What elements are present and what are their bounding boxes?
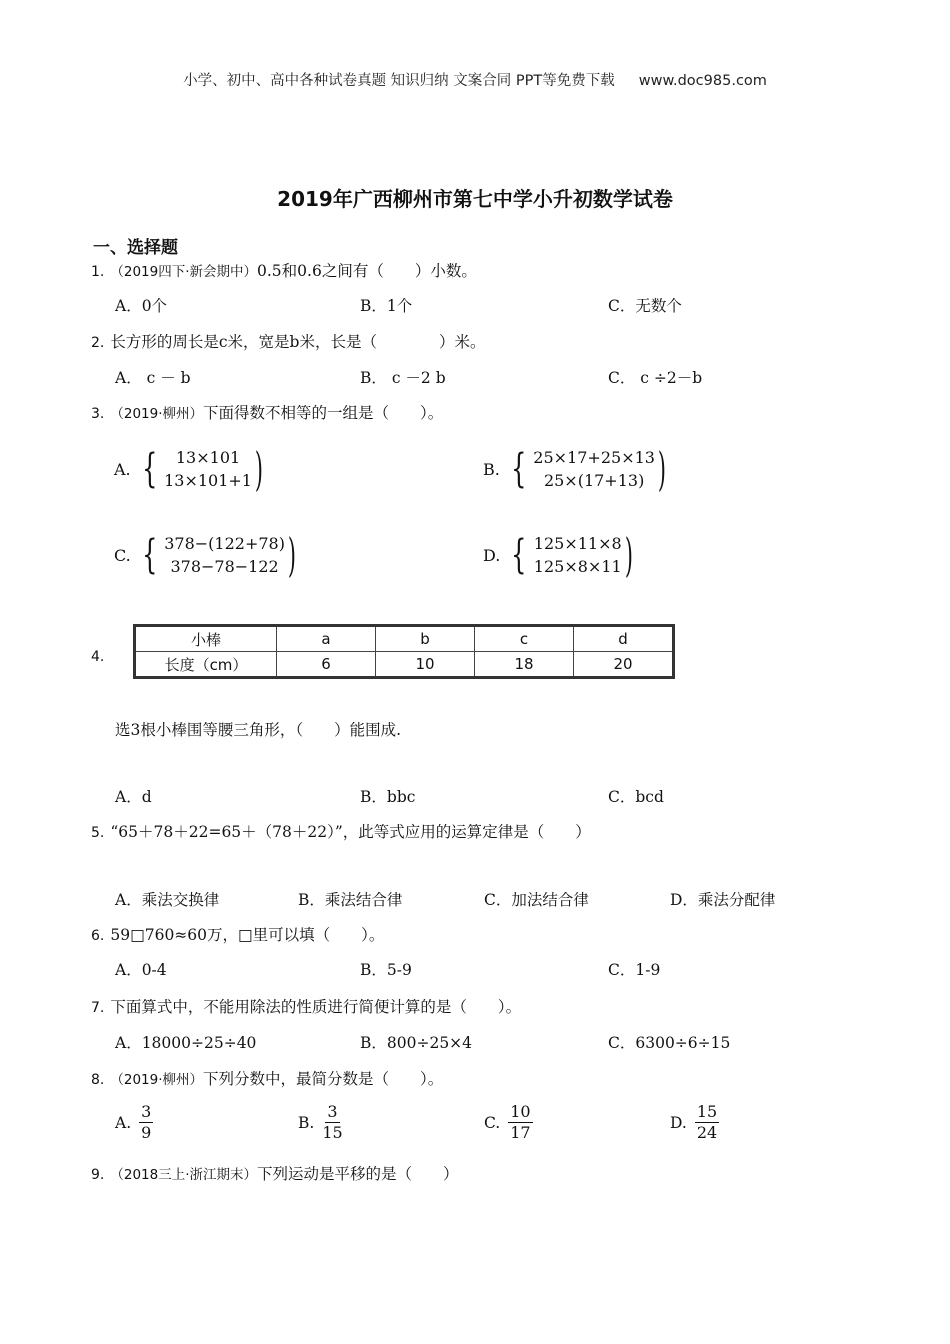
right-paren: ) bbox=[254, 442, 264, 496]
q7-option-b[interactable]: B．800÷25×4 bbox=[360, 1034, 473, 1052]
option-label: D. bbox=[483, 545, 501, 565]
expr-line-2: 25×(17+13) bbox=[543, 471, 645, 490]
question-6 bbox=[91, 923, 384, 945]
table-header-cell: a bbox=[277, 626, 376, 652]
numerator: 3 bbox=[327, 1102, 338, 1121]
right-paren: ) bbox=[624, 528, 633, 582]
question-number: 5. bbox=[91, 825, 105, 841]
question-text: 下列分数中，最简分数是（ ）。 bbox=[203, 1070, 444, 1088]
question-8 bbox=[91, 1067, 443, 1089]
expr-line-1: 25×17+25×13 bbox=[533, 448, 655, 467]
q8-option-b[interactable] bbox=[298, 1102, 343, 1143]
q6-option-b[interactable]: B．5-9 bbox=[360, 961, 412, 979]
table-cell: 10 bbox=[376, 652, 475, 678]
page-header bbox=[0, 69, 950, 90]
denominator: 15 bbox=[322, 1123, 343, 1142]
q1-option-b[interactable]: B．1个 bbox=[360, 297, 413, 315]
denominator: 17 bbox=[510, 1123, 531, 1142]
question-text: 0.5和0.6之间有（ ）小数。 bbox=[257, 262, 477, 280]
table-row bbox=[135, 626, 674, 652]
expr-line-2: 378−78−122 bbox=[170, 557, 279, 576]
question-number: 1. bbox=[91, 264, 105, 280]
question-9 bbox=[91, 1162, 459, 1184]
question-2 bbox=[91, 330, 485, 352]
expr-line-2: 13×101+1 bbox=[164, 471, 252, 490]
right-paren: ) bbox=[287, 528, 296, 582]
table-cell: 18 bbox=[475, 652, 574, 678]
question-text: “65＋78＋22=65＋（78＋22）”，此等式应用的运算定律是（ ） bbox=[110, 823, 591, 841]
question-5 bbox=[91, 820, 591, 842]
option-label: B. bbox=[483, 459, 500, 479]
q8-option-a[interactable] bbox=[115, 1102, 153, 1143]
question-text: 下面得数不相等的一组是（ ）。 bbox=[203, 404, 444, 422]
page-title: 2019年广西柳州市第七中学小升初数学试卷 bbox=[277, 187, 673, 211]
fraction bbox=[695, 1102, 719, 1143]
q6-option-a[interactable]: A．0-4 bbox=[115, 961, 167, 979]
question-4-number bbox=[91, 647, 110, 665]
question-number: 9. bbox=[91, 1167, 105, 1183]
question-source: （2018三上·浙江期末） bbox=[110, 1167, 258, 1183]
q3-option-b[interactable] bbox=[483, 442, 671, 496]
question-3 bbox=[91, 401, 443, 423]
q7-option-c[interactable]: C．6300÷6÷15 bbox=[608, 1034, 731, 1052]
expr-line-1: 378−(122+78) bbox=[164, 534, 285, 553]
question-source: （2019·柳州） bbox=[110, 406, 204, 422]
table-header-cell: b bbox=[376, 626, 475, 652]
q3-option-a[interactable] bbox=[114, 442, 268, 496]
question-source: （2019四下·新会期中） bbox=[110, 264, 258, 280]
question-text: 长方形的周长是c米，宽是b米，长是（ ）米。 bbox=[110, 333, 486, 351]
table-cell: 20 bbox=[574, 652, 674, 678]
q2-option-a[interactable]: A． c － b bbox=[115, 369, 191, 387]
table-cell: 长度（cm） bbox=[135, 652, 277, 678]
question-text: 59□760≈60万，□里可以填（ ）。 bbox=[110, 926, 385, 944]
header-text: 小学、初中、高中各种试卷真题 知识归纳 文案合同 PPT等免费下载 bbox=[183, 73, 615, 89]
q8-option-c[interactable] bbox=[484, 1102, 533, 1143]
question-number: 3. bbox=[91, 406, 105, 422]
option-label: B. bbox=[298, 1113, 315, 1132]
denominator: 24 bbox=[696, 1123, 718, 1142]
numerator: 15 bbox=[696, 1102, 718, 1121]
header-url[interactable]: www.doc985.com bbox=[638, 73, 767, 89]
q1-option-a[interactable]: A．0个 bbox=[115, 297, 168, 315]
left-brace: { bbox=[141, 532, 158, 578]
q8-option-d[interactable] bbox=[670, 1102, 719, 1143]
question-source: （2019·柳州） bbox=[110, 1072, 204, 1088]
q7-option-a[interactable]: A．18000÷25÷40 bbox=[115, 1034, 257, 1052]
question-7 bbox=[91, 995, 521, 1017]
q4-option-b[interactable]: B．bbc bbox=[360, 788, 416, 806]
left-brace: { bbox=[511, 532, 527, 578]
right-paren: ) bbox=[657, 442, 666, 496]
q4-option-a[interactable]: A．d bbox=[115, 788, 152, 806]
question-1 bbox=[91, 259, 477, 281]
table-row bbox=[135, 652, 674, 678]
fraction bbox=[508, 1102, 532, 1143]
question-text: 下面算式中，不能用除法的性质进行简便计算的是（ ）。 bbox=[110, 998, 522, 1016]
table-header-cell: d bbox=[574, 626, 674, 652]
question-4-text: 选3根小棒围等腰三角形，（ ）能围成. bbox=[115, 721, 402, 739]
q5-option-b[interactable]: B．乘法结合律 bbox=[298, 891, 403, 909]
question-text: 下列运动是平移的是（ ） bbox=[257, 1165, 459, 1183]
question-number: 2. bbox=[91, 335, 105, 351]
q2-option-b[interactable]: B． c －2 b bbox=[360, 369, 446, 387]
q5-option-d[interactable]: D．乘法分配律 bbox=[670, 891, 776, 909]
q6-option-c[interactable]: C．1-9 bbox=[608, 961, 661, 979]
option-label: A. bbox=[115, 1113, 132, 1132]
expr-line-2: 125×8×11 bbox=[533, 557, 622, 576]
question-number: 7. bbox=[91, 1000, 105, 1016]
question-number: 4. bbox=[91, 649, 105, 665]
denominator: 9 bbox=[141, 1123, 152, 1142]
option-label: C. bbox=[114, 545, 131, 565]
expr-line-1: 125×11×8 bbox=[533, 534, 622, 553]
section-heading: 一、选择题 bbox=[93, 238, 178, 258]
question-number: 8. bbox=[91, 1072, 105, 1088]
option-label: C. bbox=[484, 1113, 501, 1132]
question-number: 6. bbox=[91, 928, 105, 944]
q5-option-c[interactable]: C．加法结合律 bbox=[484, 891, 589, 909]
option-label: A. bbox=[114, 459, 131, 479]
q5-option-a[interactable]: A．乘法交换律 bbox=[115, 891, 220, 909]
table-cell: 6 bbox=[277, 652, 376, 678]
q2-option-c[interactable]: C． c ÷2－b bbox=[608, 369, 703, 387]
fraction bbox=[139, 1102, 153, 1143]
q1-option-c[interactable]: C．无数个 bbox=[608, 297, 682, 315]
fraction bbox=[322, 1102, 342, 1143]
q3-option-d[interactable] bbox=[483, 528, 638, 582]
numerator: 3 bbox=[141, 1102, 152, 1121]
numerator: 10 bbox=[510, 1102, 531, 1121]
option-label: D. bbox=[670, 1113, 687, 1132]
expr-line-1: 13×101 bbox=[175, 448, 241, 467]
table-header-cell: c bbox=[475, 626, 574, 652]
q3-option-c[interactable] bbox=[114, 528, 301, 582]
table-header-cell: 小棒 bbox=[135, 626, 277, 652]
left-brace: { bbox=[510, 446, 527, 492]
q4-option-c[interactable]: C．bcd bbox=[608, 788, 664, 806]
stick-length-table bbox=[133, 624, 675, 679]
left-brace: { bbox=[141, 446, 158, 492]
